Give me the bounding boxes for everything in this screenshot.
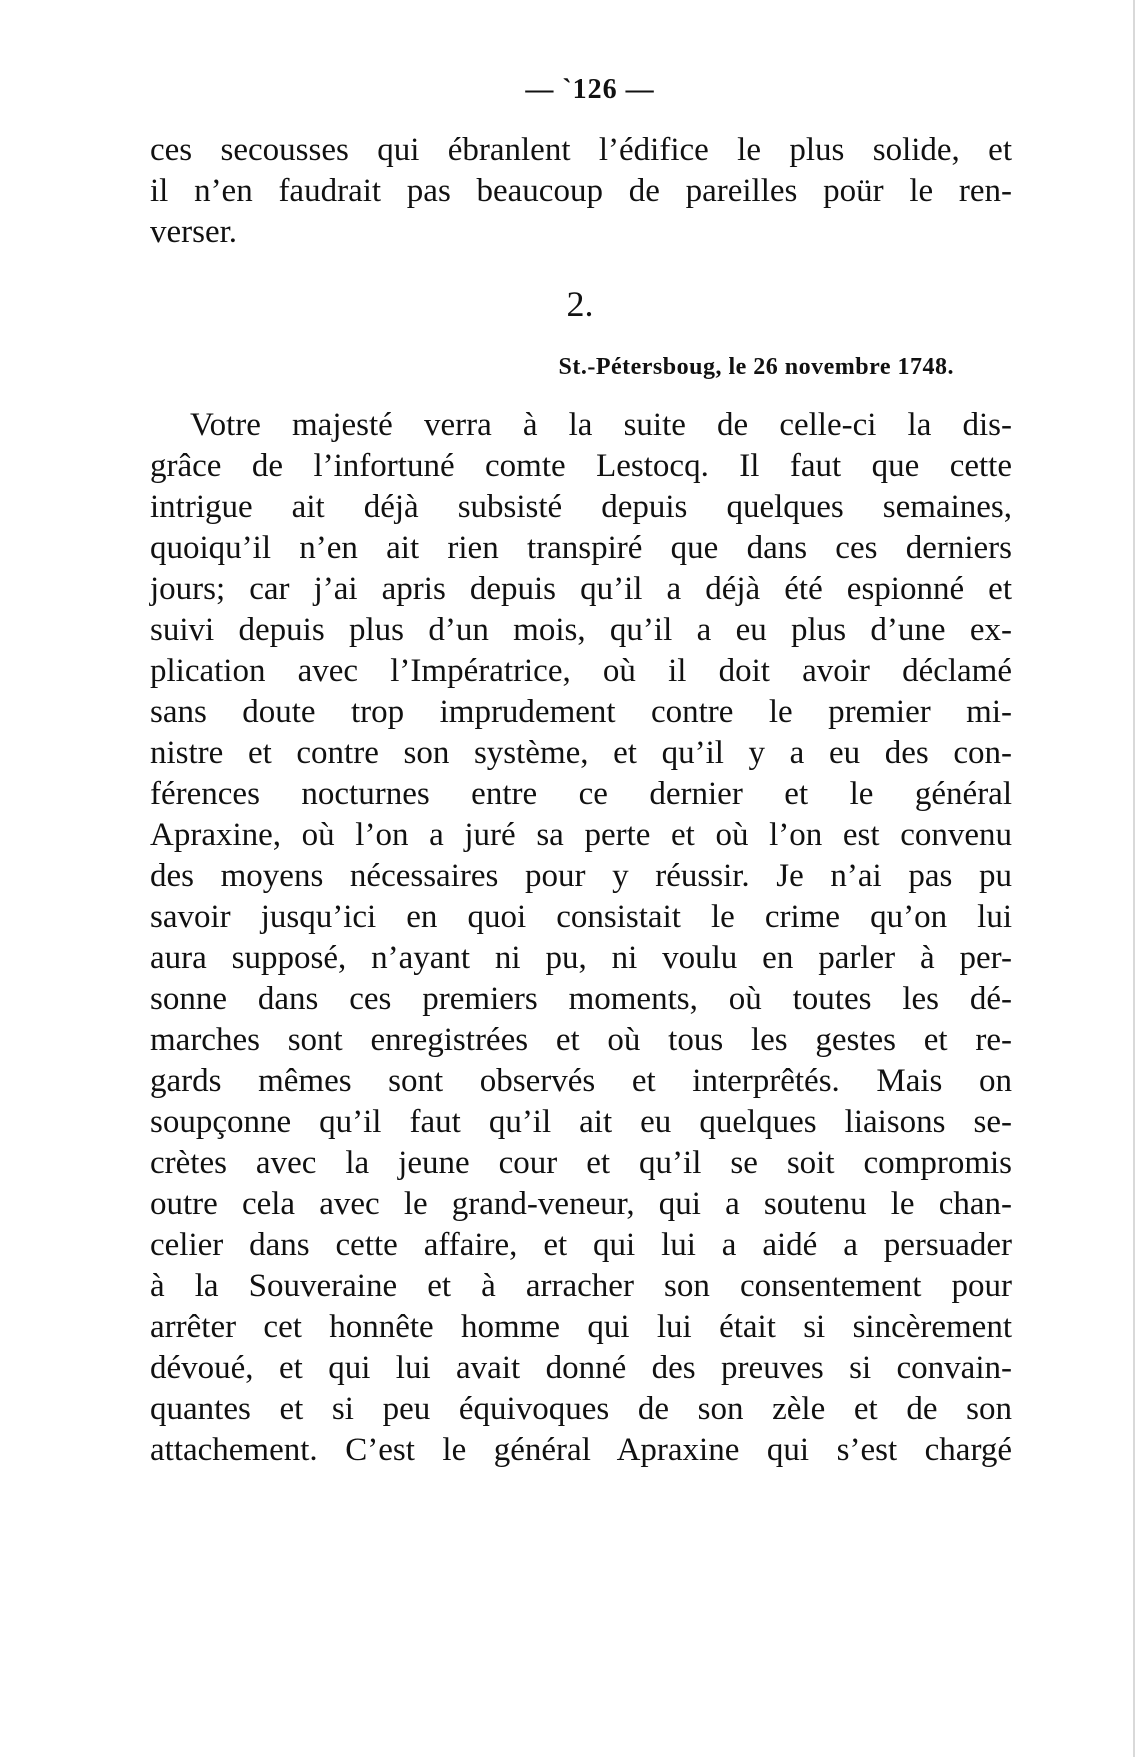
page-edge-rule (1133, 0, 1135, 1757)
text-line: Votre majesté verra à la suite de celle-ci la dis- (190, 407, 1012, 443)
text-line: attachement. C’est le général Apraxine qui s’est chargé (150, 1432, 1012, 1468)
text-line: gards mêmes sont observés et interprêtés. Mais on (150, 1063, 1012, 1099)
letter-dateline: St.-Pétersboug, le 26 novembre 1748. (558, 354, 954, 380)
text-line: il n’en faudrait pas beaucoup de pareilles poür le ren- (150, 173, 1012, 209)
text-line: à la Souveraine et à arracher son consentement pour (150, 1268, 1012, 1304)
text-line: soupçonne qu’il faut qu’il ait eu quelques liaisons se- (150, 1104, 1012, 1140)
text-line: plication avec l’Impératrice, où il doit avoir déclamé (150, 653, 1012, 689)
text-line: nistre et contre son système, et qu’il y a eu des con- (150, 735, 1012, 771)
text-line: crètes avec la jeune cour et qu’il se soit compromis (150, 1145, 1012, 1181)
intro-paragraph (150, 130, 1012, 253)
text-line: dévoué, et qui lui avait donné des preuves si convain- (150, 1350, 1012, 1386)
text-line: suivi depuis plus d’un mois, qu’il a eu plus d’une ex- (150, 612, 1012, 648)
text-line: outre cela avec le grand-veneur, qui a soutenu le chan- (150, 1186, 1012, 1222)
text-line: ces secousses qui ébranlent l’édifice le plus solide, et (150, 132, 1012, 168)
text-line: Apraxine, où l’on a juré sa perte et où l’on est convenu (150, 817, 1012, 853)
text-line: intrigue ait déjà subsisté depuis quelques semaines, (150, 489, 1012, 525)
text-line: arrêter cet honnête homme qui lui était si sincèrement (150, 1309, 1012, 1345)
text-line: aura supposé, n’ayant ni pu, ni voulu en parler à per- (150, 940, 1012, 976)
text-line: sans doute trop imprudement contre le premier mi- (150, 694, 1012, 730)
text-line: quoiqu’il n’en ait rien transpiré que dans ces derniers (150, 530, 1012, 566)
letter-body (150, 405, 1012, 1471)
text-line: verser. (150, 214, 238, 250)
text-line: savoir jusqu’ici en quoi consistait le crime qu’on lui (150, 899, 1012, 935)
page-number: — `126 — (525, 74, 655, 105)
letter-number: 2. (566, 284, 594, 324)
text-line: des moyens nécessaires pour y réussir. Je n’ai pas pu (150, 858, 1012, 894)
text-line: jours; car j’ai apris depuis qu’il a déjà été espionné et (150, 571, 1012, 607)
text-line: marches sont enregistrées et où tous les gestes et re- (150, 1022, 1012, 1058)
text-line: quantes et si peu équivoques de son zèle et de son (150, 1391, 1012, 1427)
text-line: férences nocturnes entre ce dernier et le général (150, 776, 1012, 812)
text-line: celier dans cette affaire, et qui lui a aidé a persuader (150, 1227, 1012, 1263)
text-line: sonne dans ces premiers moments, où toutes les dé- (150, 981, 1012, 1017)
text-line: grâce de l’infortuné comte Lestocq. Il faut que cette (150, 448, 1012, 484)
